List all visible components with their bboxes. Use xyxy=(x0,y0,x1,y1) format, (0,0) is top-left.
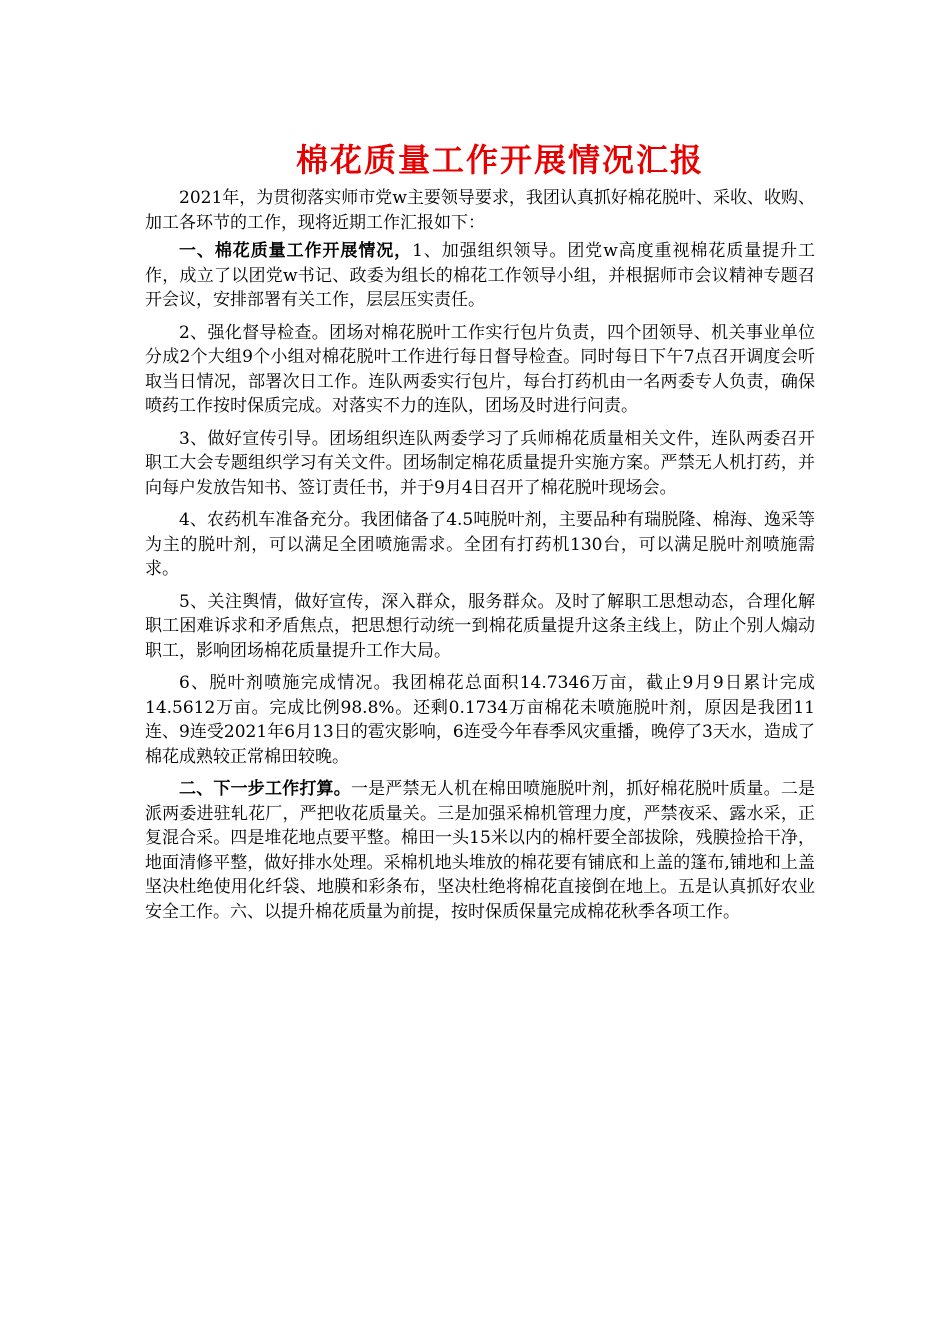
section1-heading: 一、棉花质量工作开展情况， xyxy=(179,241,413,261)
section1-item3: 3、做好宣传引导。团场组织连队两委学习了兵师棉花质量相关文件，连队两委召开职工大会专题组织学习有关文件。团场制定棉花质量提升实施方案。严禁无人机打药，并向每户发放告知书、签订责任书，并于9月4日召开了棉花脱叶现场会。 xyxy=(145,428,815,498)
section2-heading: 二、下一步工作打算。 xyxy=(179,779,351,799)
document-title: 棉花质量工作开展情况汇报 xyxy=(295,141,704,179)
document-body xyxy=(145,186,815,932)
section1-item5: 5、关注舆情，做好宣传，深入群众，服务群众。及时了解职工思想动态，合理化解职工困难诉求和矛盾焦点，把思想行动统一到棉花质量提升这条主线上，防止个别人煽动职工，影响团场棉花质量提升工作大局。 xyxy=(145,591,815,661)
intro-paragraph: 2021年，为贯彻落实师市党w主要领导要求，我团认真抓好棉花脱叶、采收、收购、加工各环节的工作，现将近期工作汇报如下： xyxy=(145,188,815,233)
section1-item2: 2、强化督导检查。团场对棉花脱叶工作实行包片负责，四个团领导、机关事业单位分成2个大组9个小组对棉花脱叶工作进行每日督导检查。同时每日下午7点召开调度会听取当日情况，部署次日工作。连队两委实行包片，每台打药机由一名两委专人负责，确保喷药工作按时保质完成。对落实不力的连队，团场及时进行问责。 xyxy=(145,322,815,416)
section1-item6: 6、脱叶剂喷施完成情况。我团棉花总面积14.7346万亩，截止9月9日累计完成14.5612万亩。完成比例98.8%。还剩0.1734万亩棉花未喷施脱叶剂，原因是我团11连、9连受2021年6月13日的雹灾影响，6连受今年春季风灾重播，晚停了3天水，造成了棉花成熟较正常棉田较晚。 xyxy=(145,673,815,767)
section1-paragraph xyxy=(145,239,815,313)
section2-text: 一是严禁无人机在棉田喷施脱叶剂，抓好棉花脱叶质量。二是派两委进驻轧花厂，严把收花质量关。三是加强采棉机管理力度，严禁夜采、露水采，正复混合采。四是堆花地点要平整。棉田一头15米以内的棉杆要全部拔除，残膜捡拾干净，地面清修平整，做好排水处理。采棉机地头堆放的棉花要有铺底和上盖的篷布,铺地和上盖坚决杜绝使用化纤袋、地膜和彩条布，坚决杜绝将棉花直接倒在地上。五是认真抓好农业安全工作。六、以提升棉花质量为前提，按时保质保量完成棉花秋季各项工作。 xyxy=(145,779,816,922)
section1-item4: 4、农药机车准备充分。我团储备了4.5吨脱叶剂，主要品种有瑞脱隆、棉海、逸采等为主的脱叶剂，可以满足全团喷施需求。全团有打药机130台，可以满足脱叶剂喷施需求。 xyxy=(145,510,815,579)
section2-paragraph xyxy=(145,777,815,924)
section1-item1: 1、加强组织领导。团党w高度重视棉花质量提升工作，成立了以团党w书记、政委为组长的棉花工作领导小组，并根据师市会议精神专题召开会议，安排部署有关工作，层层压实责任。 xyxy=(145,241,815,310)
